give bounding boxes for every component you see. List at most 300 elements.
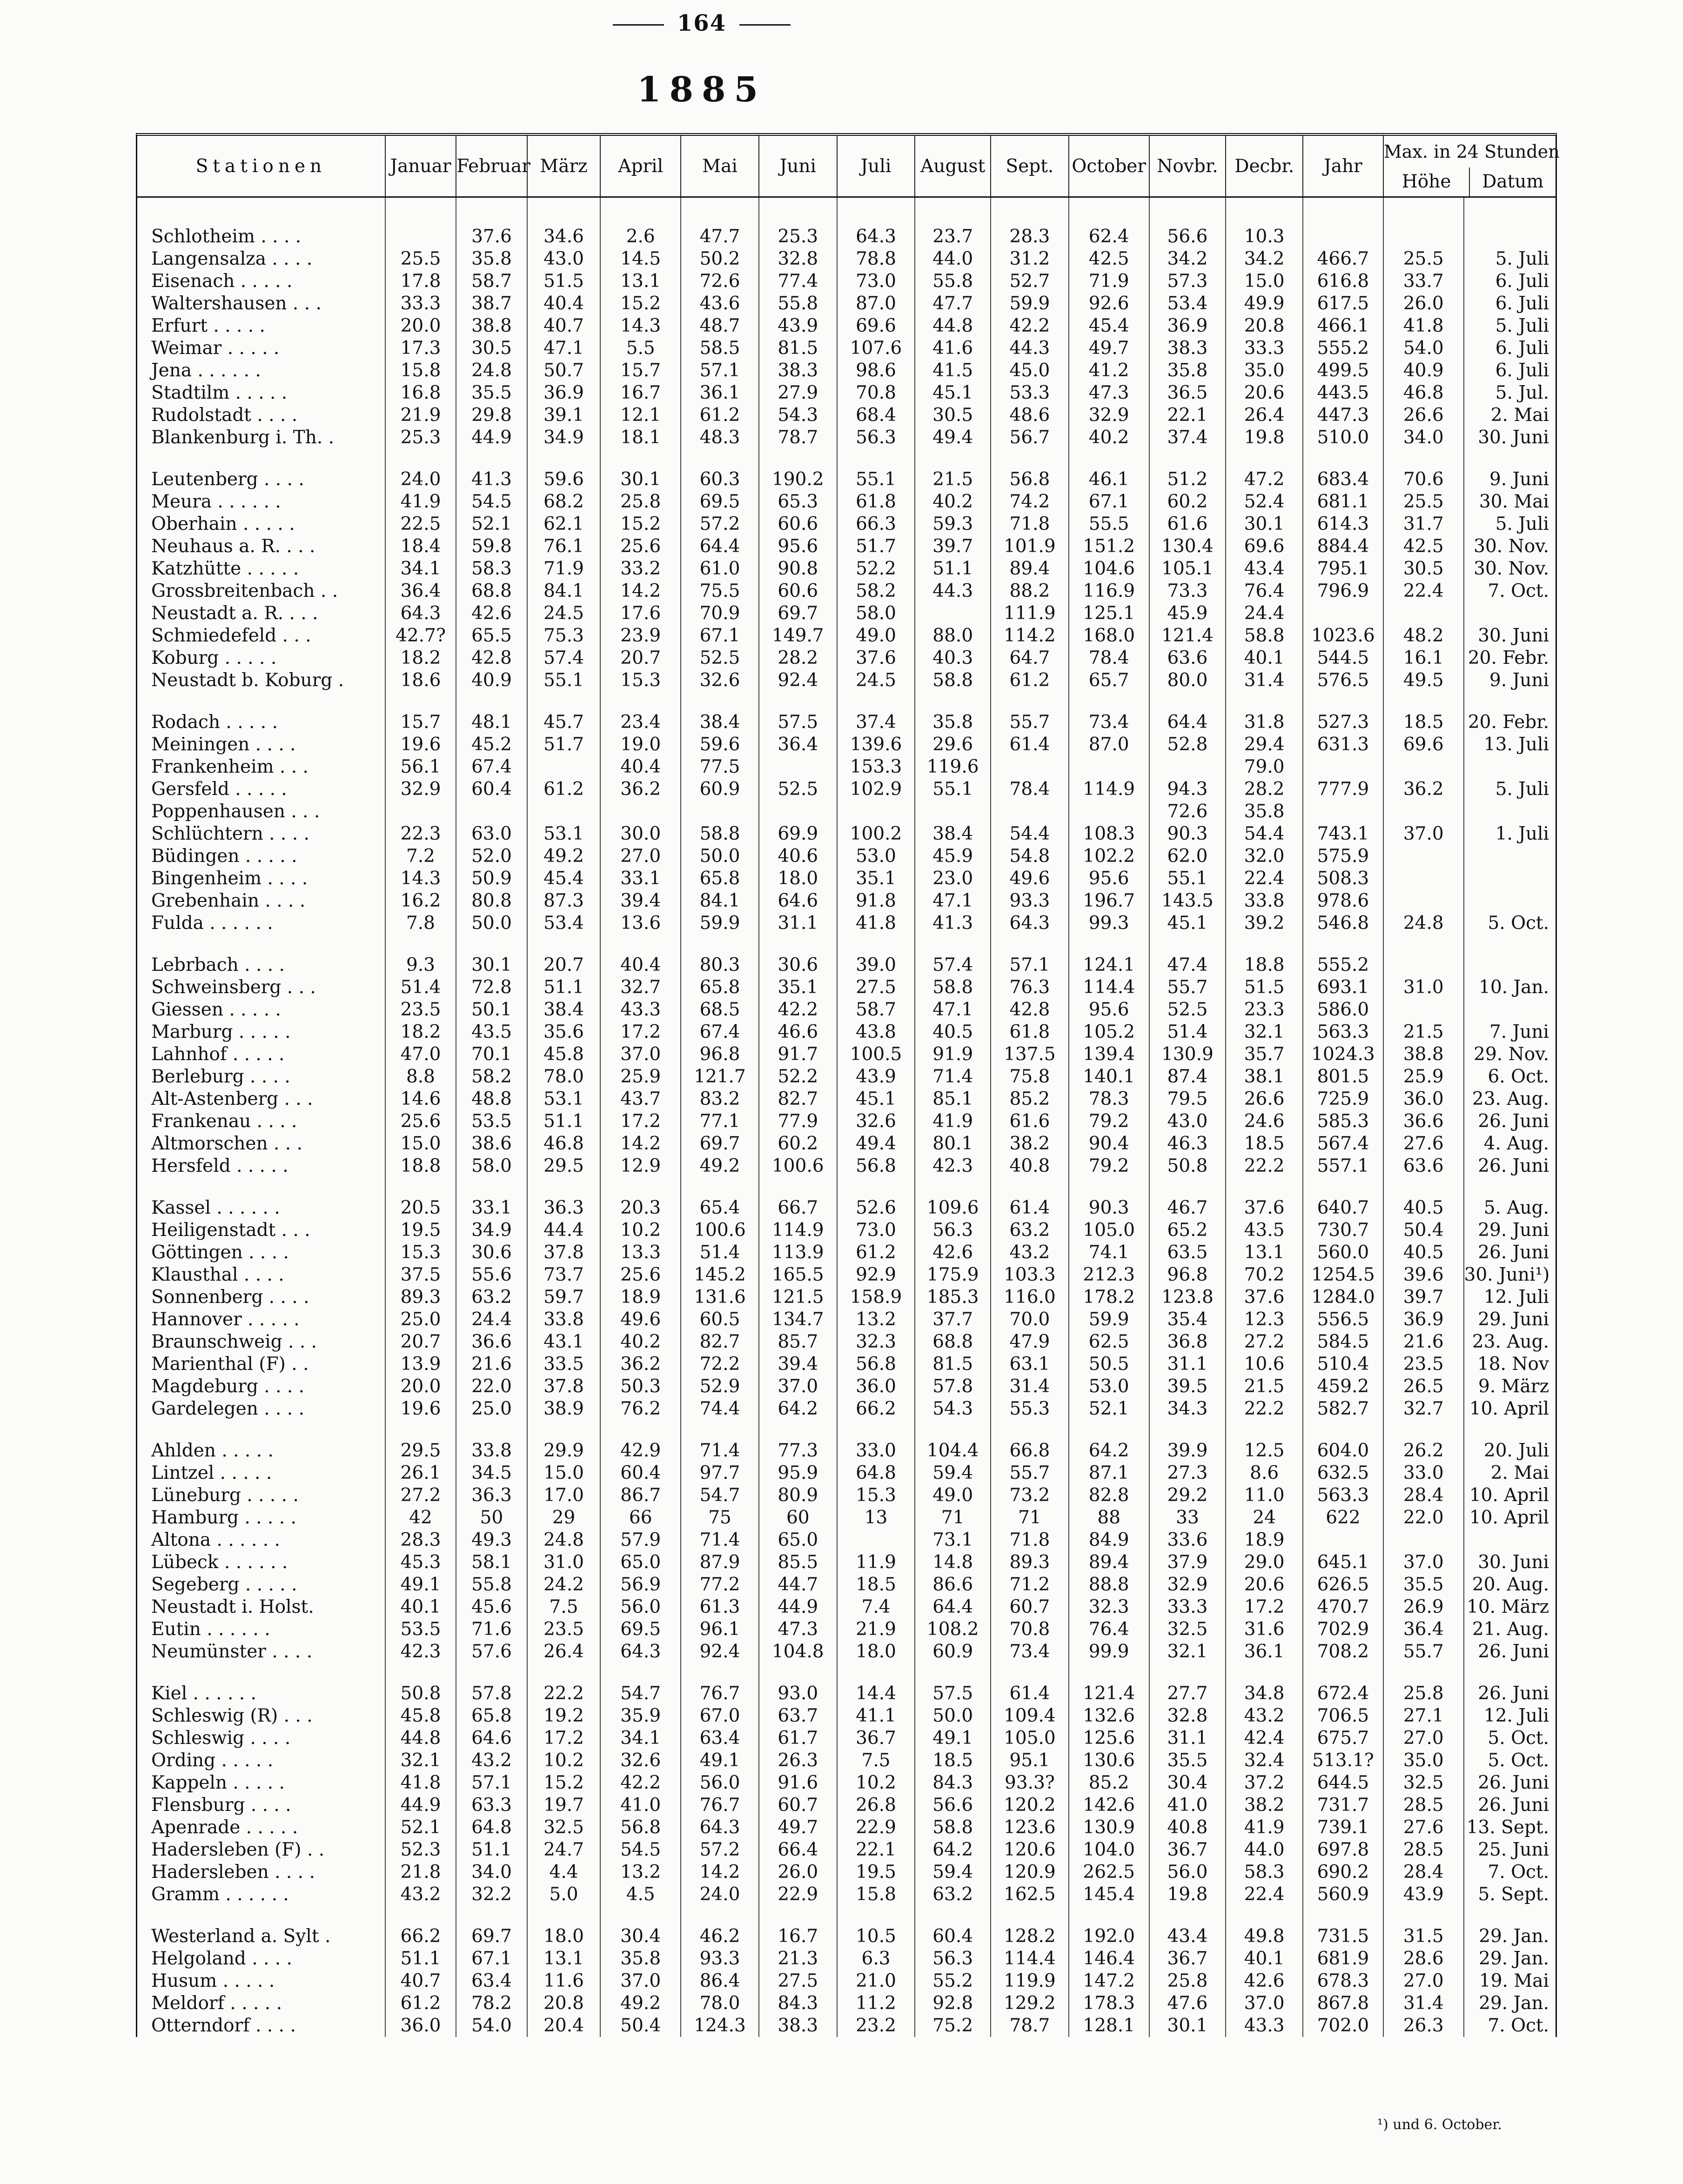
month-value: 22.2 — [1226, 1398, 1303, 1420]
month-value: 25.0 — [456, 1398, 527, 1420]
month-value: 29.2 — [1149, 1484, 1226, 1507]
month-value: 104.6 — [1069, 558, 1149, 580]
month-value: 45.8 — [527, 1043, 601, 1066]
max-height: 54.0 — [1383, 337, 1464, 360]
month-value: 36.7 — [837, 1727, 915, 1750]
header-month: Juli — [837, 136, 915, 197]
month-value: 25.3 — [385, 427, 456, 449]
station-name: Meldorf . . . . . — [151, 1993, 282, 2014]
month-value: 38.4 — [527, 999, 601, 1021]
station-name: Neustadt i. Holst. — [151, 1596, 314, 1617]
month-value: 57.5 — [759, 711, 837, 734]
year-total: 510.4 — [1303, 1353, 1383, 1376]
month-value: 35.1 — [759, 976, 837, 999]
table-row — [137, 270, 1556, 293]
month-value: 57.8 — [456, 1683, 527, 1705]
month-value: 58.3 — [456, 558, 527, 580]
max-date: 5. Juli — [1464, 778, 1556, 801]
month-value: 43.5 — [1226, 1219, 1303, 1242]
month-value: 55.2 — [915, 1970, 991, 1992]
month-value: 44.9 — [759, 1596, 837, 1618]
month-value: 63.7 — [759, 1705, 837, 1727]
month-value: 19.6 — [385, 1398, 456, 1420]
month-value: 66.3 — [837, 513, 915, 535]
max-height: 26.9 — [1383, 1596, 1464, 1618]
month-value: 25.0 — [385, 1309, 456, 1331]
station-name: Blankenburg i. Th. . — [151, 427, 335, 448]
month-value: 36.4 — [385, 580, 456, 602]
month-value: 24.5 — [837, 669, 915, 692]
max-height — [1383, 756, 1464, 778]
max-height: 69.6 — [1383, 734, 1464, 756]
month-value: 53.1 — [527, 823, 601, 845]
station-name: Lintzel . . . . . — [151, 1463, 272, 1483]
month-value: 44.3 — [991, 337, 1069, 360]
max-date: 30. Mai — [1464, 491, 1556, 513]
month-value: 53.4 — [1149, 293, 1226, 315]
month-value: 48.7 — [681, 315, 759, 337]
month-value: 60.2 — [759, 1133, 837, 1155]
month-value: 61.4 — [991, 1197, 1069, 1219]
month-value: 116.0 — [991, 1286, 1069, 1309]
header-month: Novbr. — [1149, 136, 1226, 197]
max-date: 23. Aug. — [1464, 1088, 1556, 1110]
year-total: 697.8 — [1303, 1839, 1383, 1861]
month-value: 95.1 — [991, 1750, 1069, 1772]
month-value: 33.0 — [837, 1440, 915, 1462]
month-value: 18.9 — [1226, 1529, 1303, 1551]
month-value: 43.1 — [527, 1331, 601, 1353]
month-value: 13.1 — [527, 1948, 601, 1970]
month-value: 72.6 — [681, 270, 759, 293]
month-value: 36.3 — [527, 1197, 601, 1219]
month-value: 42.6 — [456, 602, 527, 625]
month-value: 39.4 — [600, 890, 681, 912]
month-value: 35.8 — [915, 711, 991, 734]
year-total: 678.3 — [1303, 1970, 1383, 1992]
station-name: Eisenach . . . . . — [151, 271, 293, 292]
table-row — [137, 801, 1556, 823]
month-value: 4.4 — [527, 1861, 601, 1883]
month-value: 123.6 — [991, 1817, 1069, 1839]
max-date: 9. März — [1464, 1376, 1556, 1398]
month-value: 47.0 — [385, 1043, 456, 1066]
table-row — [137, 976, 1556, 999]
month-value: 59.8 — [456, 535, 527, 558]
month-value: 14.5 — [600, 248, 681, 270]
month-value: 14.2 — [681, 1861, 759, 1883]
month-value: 33.1 — [600, 868, 681, 890]
year-total: 743.1 — [1303, 823, 1383, 845]
table-row — [137, 1750, 1556, 1772]
table-row — [137, 1066, 1556, 1088]
month-value: 7.5 — [837, 1750, 915, 1772]
month-value: 43.8 — [837, 1021, 915, 1043]
month-value: 15.3 — [385, 1242, 456, 1264]
month-value: 79.2 — [1069, 1155, 1149, 1177]
month-value: 22.4 — [1226, 868, 1303, 890]
month-value: 35.5 — [1149, 1750, 1226, 1772]
month-value: 69.7 — [759, 602, 837, 625]
month-value: 36.7 — [1149, 1948, 1226, 1970]
month-value: 27.2 — [385, 1484, 456, 1507]
month-value: 70.9 — [681, 602, 759, 625]
month-value: 85.2 — [1069, 1772, 1149, 1794]
month-value: 10.3 — [1226, 226, 1303, 248]
max-date — [1464, 954, 1556, 976]
month-value: 59.6 — [681, 734, 759, 756]
month-value: 60.7 — [991, 1596, 1069, 1618]
month-value: 84.1 — [527, 580, 601, 602]
month-value: 37.0 — [759, 1376, 837, 1398]
month-value: 22.1 — [1149, 404, 1226, 427]
month-value: 60.3 — [681, 468, 759, 491]
month-value: 49.8 — [1226, 1925, 1303, 1948]
month-value: 40.2 — [600, 1331, 681, 1353]
month-value: 105.0 — [1069, 1219, 1149, 1242]
month-value: 120.9 — [991, 1861, 1069, 1883]
table-row — [137, 360, 1556, 382]
month-value: 196.7 — [1069, 890, 1149, 912]
month-value: 73.7 — [527, 1264, 601, 1286]
max-date: 5. Oct. — [1464, 1727, 1556, 1750]
month-value: 61.4 — [991, 1683, 1069, 1705]
month-value: 56.8 — [837, 1353, 915, 1376]
month-value: 49.7 — [759, 1817, 837, 1839]
year-total: 631.3 — [1303, 734, 1383, 756]
year-total: 614.3 — [1303, 513, 1383, 535]
table-row — [137, 734, 1556, 756]
month-value: 25.6 — [600, 1264, 681, 1286]
month-value: 31.1 — [1149, 1727, 1226, 1750]
month-value: 40.4 — [600, 954, 681, 976]
max-height: 36.0 — [1383, 1088, 1464, 1110]
max-date: 5. Juli — [1464, 315, 1556, 337]
month-value: 57.3 — [1149, 270, 1226, 293]
year-total — [1303, 602, 1383, 625]
month-value — [1149, 756, 1226, 778]
month-value: 38.2 — [1226, 1794, 1303, 1817]
month-value: 79.2 — [1069, 1110, 1149, 1133]
month-value: 26.0 — [759, 1861, 837, 1883]
max-date: 26. Juni — [1464, 1772, 1556, 1794]
month-value: 64.3 — [600, 1641, 681, 1663]
month-value: 61.4 — [991, 734, 1069, 756]
month-value: 47.9 — [991, 1331, 1069, 1353]
month-value: 48.6 — [991, 404, 1069, 427]
header-month: April — [600, 136, 681, 197]
month-value: 178.3 — [1069, 1992, 1149, 2015]
month-value: 33.8 — [1226, 890, 1303, 912]
month-value: 64.4 — [915, 1596, 991, 1618]
month-value: 29.0 — [1226, 1551, 1303, 1574]
month-value: 76.1 — [527, 535, 601, 558]
max-height: 50.4 — [1383, 1219, 1464, 1242]
station-name: Lübeck . . . . . . — [151, 1552, 288, 1573]
table-row — [137, 558, 1556, 580]
max-date — [1464, 226, 1556, 248]
month-value: 27.5 — [837, 976, 915, 999]
month-value: 51.1 — [456, 1839, 527, 1861]
month-value: 124.1 — [1069, 954, 1149, 976]
month-value: 52.5 — [759, 778, 837, 801]
month-value: 49.2 — [527, 845, 601, 868]
header-month: Februar — [456, 136, 527, 197]
month-value: 15.8 — [837, 1883, 915, 1906]
month-value: 74.4 — [681, 1398, 759, 1420]
month-value: 31.8 — [1226, 711, 1303, 734]
month-value: 35.8 — [1149, 360, 1226, 382]
month-value: 31.0 — [527, 1551, 601, 1574]
year-total: 672.4 — [1303, 1683, 1383, 1705]
month-value: 68.4 — [837, 404, 915, 427]
year-total: 690.2 — [1303, 1861, 1383, 1883]
month-value: 42 — [385, 1507, 456, 1529]
max-height: 26.0 — [1383, 293, 1464, 315]
month-value: 8.6 — [1226, 1462, 1303, 1484]
year-total: 644.5 — [1303, 1772, 1383, 1794]
month-value: 54.4 — [991, 823, 1069, 845]
month-value: 114.4 — [1069, 976, 1149, 999]
month-value: 44.8 — [915, 315, 991, 337]
table-row — [137, 1970, 1556, 1992]
header-month: Sept. — [991, 136, 1069, 197]
month-value: 41.8 — [385, 1772, 456, 1794]
month-value: 24.7 — [527, 1839, 601, 1861]
month-value: 38.4 — [681, 711, 759, 734]
month-value: 14.8 — [915, 1551, 991, 1574]
month-value: 40.7 — [527, 315, 601, 337]
month-value: 34.3 — [1149, 1398, 1226, 1420]
max-height: 40.5 — [1383, 1242, 1464, 1264]
month-value: 96.8 — [1149, 1264, 1226, 1286]
month-value: 60.4 — [915, 1925, 991, 1948]
month-value: 49.9 — [1226, 293, 1303, 315]
month-value: 30.5 — [915, 404, 991, 427]
month-value: 79.5 — [1149, 1088, 1226, 1110]
table-row — [137, 1155, 1556, 1177]
group-spacer — [137, 449, 1556, 468]
max-height: 28.4 — [1383, 1861, 1464, 1883]
max-height: 28.5 — [1383, 1794, 1464, 1817]
station-name: Hannover . . . . . — [151, 1309, 300, 1330]
month-value: 49.3 — [456, 1529, 527, 1551]
table-row — [137, 845, 1556, 868]
year-total: 739.1 — [1303, 1817, 1383, 1839]
month-value: 114.9 — [1069, 778, 1149, 801]
month-value: 22.0 — [456, 1376, 527, 1398]
month-value: 43.2 — [991, 1242, 1069, 1264]
month-value: 14.3 — [600, 315, 681, 337]
table-row — [137, 1772, 1556, 1794]
month-value: 47.7 — [681, 226, 759, 248]
month-value: 25.8 — [600, 491, 681, 513]
year-total: 617.5 — [1303, 293, 1383, 315]
month-value: 49.0 — [915, 1484, 991, 1507]
station-name: Gardelegen . . . . — [151, 1398, 304, 1419]
month-value: 69.5 — [600, 1618, 681, 1641]
month-value: 36.3 — [456, 1484, 527, 1507]
month-value: 40.1 — [1226, 647, 1303, 669]
month-value: 105.2 — [1069, 1021, 1149, 1043]
year-total: 702.0 — [1303, 2015, 1383, 2037]
month-value: 70.0 — [991, 1309, 1069, 1331]
max-date: 26. Juni — [1464, 1683, 1556, 1705]
month-value: 64.2 — [759, 1398, 837, 1420]
max-date: 29. Jan. — [1464, 1992, 1556, 2015]
month-value: 53.1 — [527, 1088, 601, 1110]
max-height: 36.9 — [1383, 1309, 1464, 1331]
month-value: 55.7 — [1149, 976, 1226, 999]
month-value: 47.3 — [1069, 382, 1149, 404]
station-name: Schweinsberg . . . — [151, 977, 316, 998]
table-row — [137, 1618, 1556, 1641]
month-value: 51.7 — [527, 734, 601, 756]
year-total: 563.3 — [1303, 1021, 1383, 1043]
month-value: 27.5 — [759, 1970, 837, 1992]
month-value: 120.6 — [991, 1839, 1069, 1861]
month-value: 64.8 — [456, 1817, 527, 1839]
max-height: 27.1 — [1383, 1705, 1464, 1727]
max-date — [1464, 756, 1556, 778]
month-value: 71.8 — [991, 1529, 1069, 1551]
month-value: 60.4 — [600, 1462, 681, 1484]
month-value: 13.9 — [385, 1353, 456, 1376]
month-value: 43.9 — [759, 315, 837, 337]
table-row — [137, 513, 1556, 535]
month-value: 100.2 — [837, 823, 915, 845]
group-spacer — [137, 692, 1556, 711]
month-value: 105.0 — [991, 1727, 1069, 1750]
month-value: 78.7 — [759, 427, 837, 449]
month-value: 56.9 — [600, 1574, 681, 1596]
table-row — [137, 1817, 1556, 1839]
month-value: 175.9 — [915, 1264, 991, 1286]
max-date: 30. Nov. — [1464, 558, 1556, 580]
month-value: 128.2 — [991, 1925, 1069, 1948]
month-value: 80.9 — [759, 1484, 837, 1507]
month-value: 48.1 — [456, 711, 527, 734]
month-value: 18.5 — [915, 1750, 991, 1772]
max-date: 5. Oct. — [1464, 912, 1556, 935]
table-row — [137, 1264, 1556, 1286]
month-value: 140.1 — [1069, 1066, 1149, 1088]
month-value: 14.3 — [385, 868, 456, 890]
month-value: 121.7 — [681, 1066, 759, 1088]
station-name: Kassel . . . . . . — [151, 1197, 280, 1218]
month-value: 49.1 — [681, 1750, 759, 1772]
month-value: 41.2 — [1069, 360, 1149, 382]
month-value: 28.2 — [759, 647, 837, 669]
table-row — [137, 912, 1556, 935]
month-value: 38.8 — [456, 315, 527, 337]
group-spacer — [137, 197, 1556, 226]
year-total: 555.2 — [1303, 337, 1383, 360]
month-value: 71.4 — [915, 1066, 991, 1088]
month-value: 59.7 — [527, 1286, 601, 1309]
station-name: Magdeburg . . . . — [151, 1376, 305, 1397]
month-value: 23.9 — [600, 625, 681, 647]
max-height: 39.7 — [1383, 1286, 1464, 1309]
max-date: 6. Juli — [1464, 337, 1556, 360]
month-value: 32.4 — [1226, 1750, 1303, 1772]
month-value: 64.6 — [759, 890, 837, 912]
year-total: 632.5 — [1303, 1462, 1383, 1484]
month-value: 130.6 — [1069, 1750, 1149, 1772]
month-value: 63.4 — [681, 1727, 759, 1750]
max-height: 38.8 — [1383, 1043, 1464, 1066]
month-value: 35.7 — [1226, 1043, 1303, 1066]
month-value: 134.7 — [759, 1309, 837, 1331]
month-value: 81.5 — [759, 337, 837, 360]
month-value: 73.4 — [1069, 711, 1149, 734]
month-value: 73.0 — [837, 270, 915, 293]
table-row — [137, 1507, 1556, 1529]
month-value: 57.4 — [915, 954, 991, 976]
month-value: 85.5 — [759, 1551, 837, 1574]
max-date: 20. Febr. — [1464, 647, 1556, 669]
max-height: 18.5 — [1383, 711, 1464, 734]
month-value: 49.7 — [1069, 337, 1149, 360]
max-date: 5. Jul. — [1464, 382, 1556, 404]
month-value: 52.1 — [1069, 1398, 1149, 1420]
year-total: 1254.5 — [1303, 1264, 1383, 1286]
month-value: 31.2 — [991, 248, 1069, 270]
month-value: 33.5 — [527, 1353, 601, 1376]
year-total: 616.8 — [1303, 270, 1383, 293]
month-value: 43.7 — [600, 1088, 681, 1110]
month-value: 76.4 — [1069, 1618, 1149, 1641]
max-height: 37.0 — [1383, 1551, 1464, 1574]
month-value: 78.0 — [527, 1066, 601, 1088]
month-value: 88.8 — [1069, 1574, 1149, 1596]
year-total: 443.5 — [1303, 382, 1383, 404]
month-value: 93.0 — [759, 1683, 837, 1705]
month-value: 61.8 — [837, 491, 915, 513]
month-value: 46.2 — [681, 1925, 759, 1948]
max-date: 26. Juni — [1464, 1110, 1556, 1133]
max-date: 30. Juni¹) — [1464, 1264, 1556, 1286]
month-value: 96.1 — [681, 1618, 759, 1641]
month-value: 45.9 — [1149, 602, 1226, 625]
month-value: 45.8 — [385, 1705, 456, 1727]
month-value: 78.2 — [456, 1992, 527, 2015]
month-value: 47.1 — [915, 999, 991, 1021]
max-height: 46.8 — [1383, 382, 1464, 404]
max-date: 7. Oct. — [1464, 2015, 1556, 2037]
month-value: 51.1 — [527, 1110, 601, 1133]
month-value: 86.7 — [600, 1484, 681, 1507]
table-row — [137, 404, 1556, 427]
station-name: Frankenheim . . . — [151, 756, 308, 777]
month-value: 58.0 — [456, 1155, 527, 1177]
month-value: 33.3 — [1149, 1596, 1226, 1618]
month-value: 59.9 — [1069, 1309, 1149, 1331]
month-value: 18.6 — [385, 669, 456, 692]
month-value: 49.1 — [915, 1727, 991, 1750]
month-value: 91.6 — [759, 1772, 837, 1794]
year-total: 1023.6 — [1303, 625, 1383, 647]
year-total: 731.5 — [1303, 1925, 1383, 1948]
table-row — [137, 890, 1556, 912]
month-value: 43.0 — [1149, 1110, 1226, 1133]
month-value: 36.0 — [837, 1376, 915, 1398]
year-total: 640.7 — [1303, 1197, 1383, 1219]
month-value: 19.0 — [600, 734, 681, 756]
station-name: Kiel . . . . . . — [151, 1683, 256, 1704]
month-value: 24 — [1226, 1507, 1303, 1529]
month-value: 124.3 — [681, 2015, 759, 2037]
